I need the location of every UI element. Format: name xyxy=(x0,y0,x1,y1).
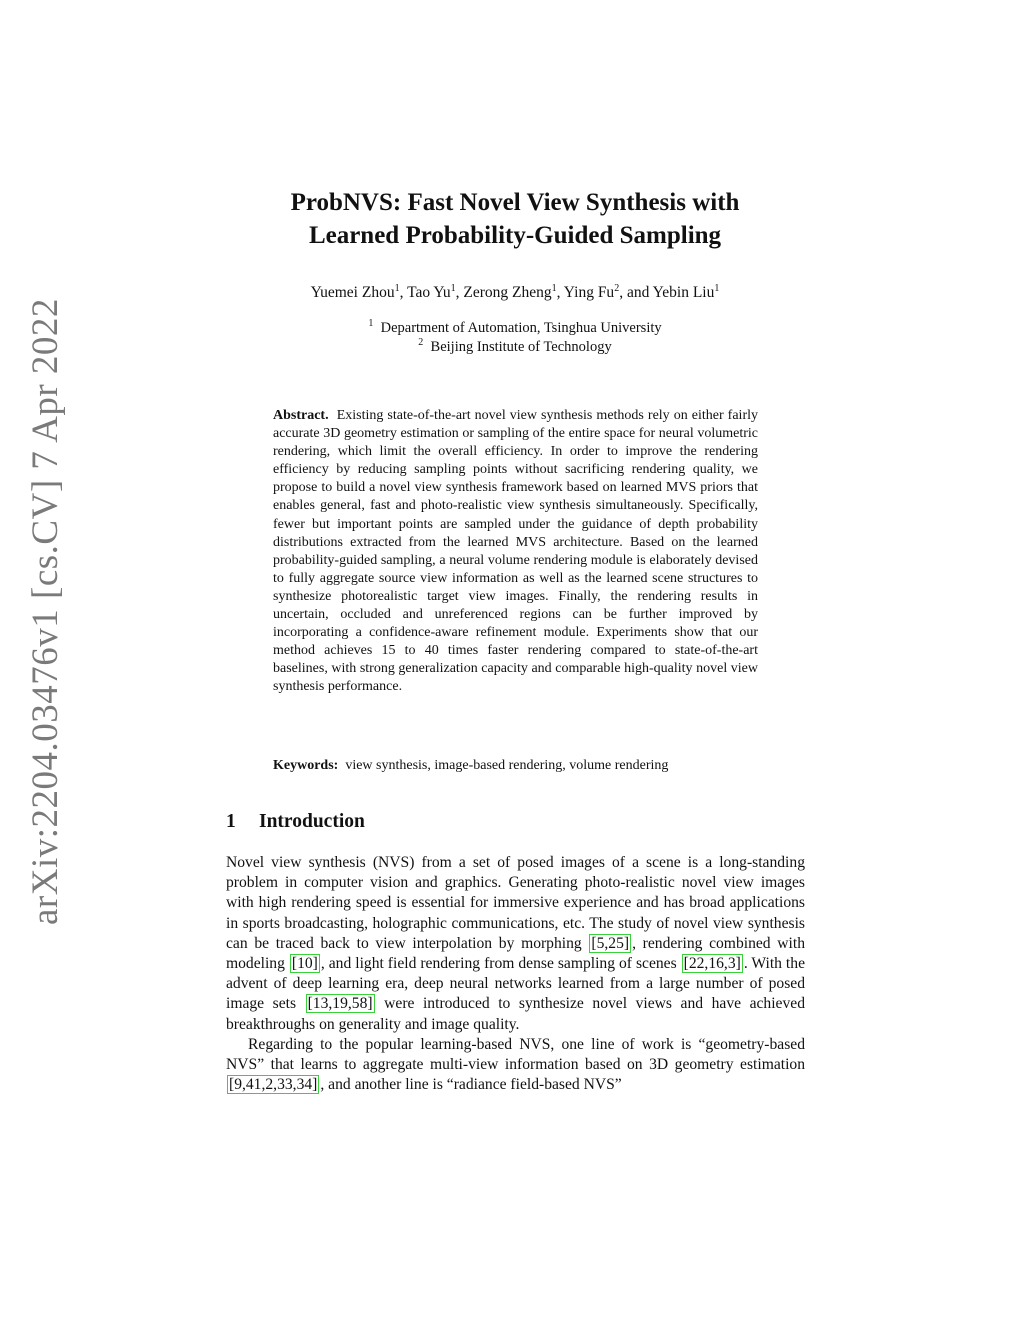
section-heading-introduction xyxy=(226,810,365,834)
introduction-body xyxy=(226,853,805,1095)
section-title: Introduction xyxy=(259,811,365,832)
citation-link[interactable]: [10] xyxy=(291,955,318,973)
paper-title xyxy=(200,186,830,252)
author: Yebin Liu$^1$ xyxy=(652,282,720,301)
section-number: 1 xyxy=(226,811,236,832)
arxiv-identifier: arXiv:2204.03476v1 [cs.CV] 7 Apr 2022 xyxy=(25,298,66,925)
author: Yuemei Zhou$^1$, xyxy=(310,282,408,301)
keywords-text: view synthesis, image-based rendering, volume rendering xyxy=(345,758,669,773)
citation-link[interactable]: [13,19,58] xyxy=(307,995,373,1013)
author: Zerong Zheng$^1$, xyxy=(463,282,564,301)
citation-link[interactable]: [9,41,2,33,34] xyxy=(229,1076,318,1094)
keywords-label: Keywords: xyxy=(273,758,339,773)
abstract-text: Existing state-of-the-art novel view synthesis methods rely on either fairly accurate 3D geometry estimation or sampling of the entire space for neural volumetric rendering, which limit the overall efficiency. In order to improve the rendering efficiency by reducing sampling points without sacrificing rendering quality, we propose to build a novel view synthesis framework based on learned MVS priors that enables general, fast and photo-realistic view synthesis simultaneously. Specifically, fewer but important points are sampled under the guidance of depth probability distributions extracted from the learned MVS architecture. Based on the learned probability-guided sampling, a neural volume rendering module is elaborately devised to fully aggregate source view information as well as the learned scene structures to synthesize photorealistic target view images. Finally, the rendering results in uncertain, occluded and unreferenced regions can be further improved by incorporating a confidence-aware refinement module. Experiments show that our method achieves 15 to 40 times faster rendering compared to state-of-the-art baselines, with strong generalization capacity and comparable high-quality novel view synthesis performance. xyxy=(273,408,759,695)
title-line-1: ProbNVS: Fast Novel View Synthesis with xyxy=(290,189,740,216)
abstract-label: Abstract. xyxy=(273,408,329,423)
author: Ying Fu$^2$, and xyxy=(563,282,653,301)
abstract xyxy=(273,407,758,697)
author: Tao Yu$^1$, xyxy=(407,282,464,301)
citation-link[interactable]: [22,16,3] xyxy=(683,955,741,973)
citation-link[interactable]: [5,25] xyxy=(591,934,630,952)
author-list xyxy=(200,283,830,303)
affiliation-2: $^2$ Beijing Institute of Technology xyxy=(418,337,612,355)
paragraph-1: Novel view synthesis (NVS) from a set of posed images of a scene is a long-standing problem in computer vision and graphics. Generating photo-realistic novel view images with high rendering speed is essential for immersive experience and has broad applications in sports broadcasting, holographic communications, etc. The study of novel view synthesis can be traced back to view interpolation by morphing [5,25] , rendering combined with modeling [10] , and light field rendering from dense sampling of scenes [22,16,3] . With the advent of deep learning era, deep neural networks learned from a large number of posed image sets [13,19,58] were introduced to synthesize novel views and have achieved breakthroughs on generality and image quality. xyxy=(226,854,805,1033)
paragraph-2: Regarding to the popular learning-based NVS, one line of work is “geometry-based NVS” that learns to aggregate multi-view information based on 3D geometry estimation [9,41,2,33,34] , and another line is “radiance field-based NVS” xyxy=(226,1035,805,1094)
affiliation-1: $^1$ Department of Automation, Tsinghua University xyxy=(368,318,662,336)
title-line-2: Learned Probability-Guided Sampling xyxy=(308,222,722,249)
keywords xyxy=(273,757,758,775)
